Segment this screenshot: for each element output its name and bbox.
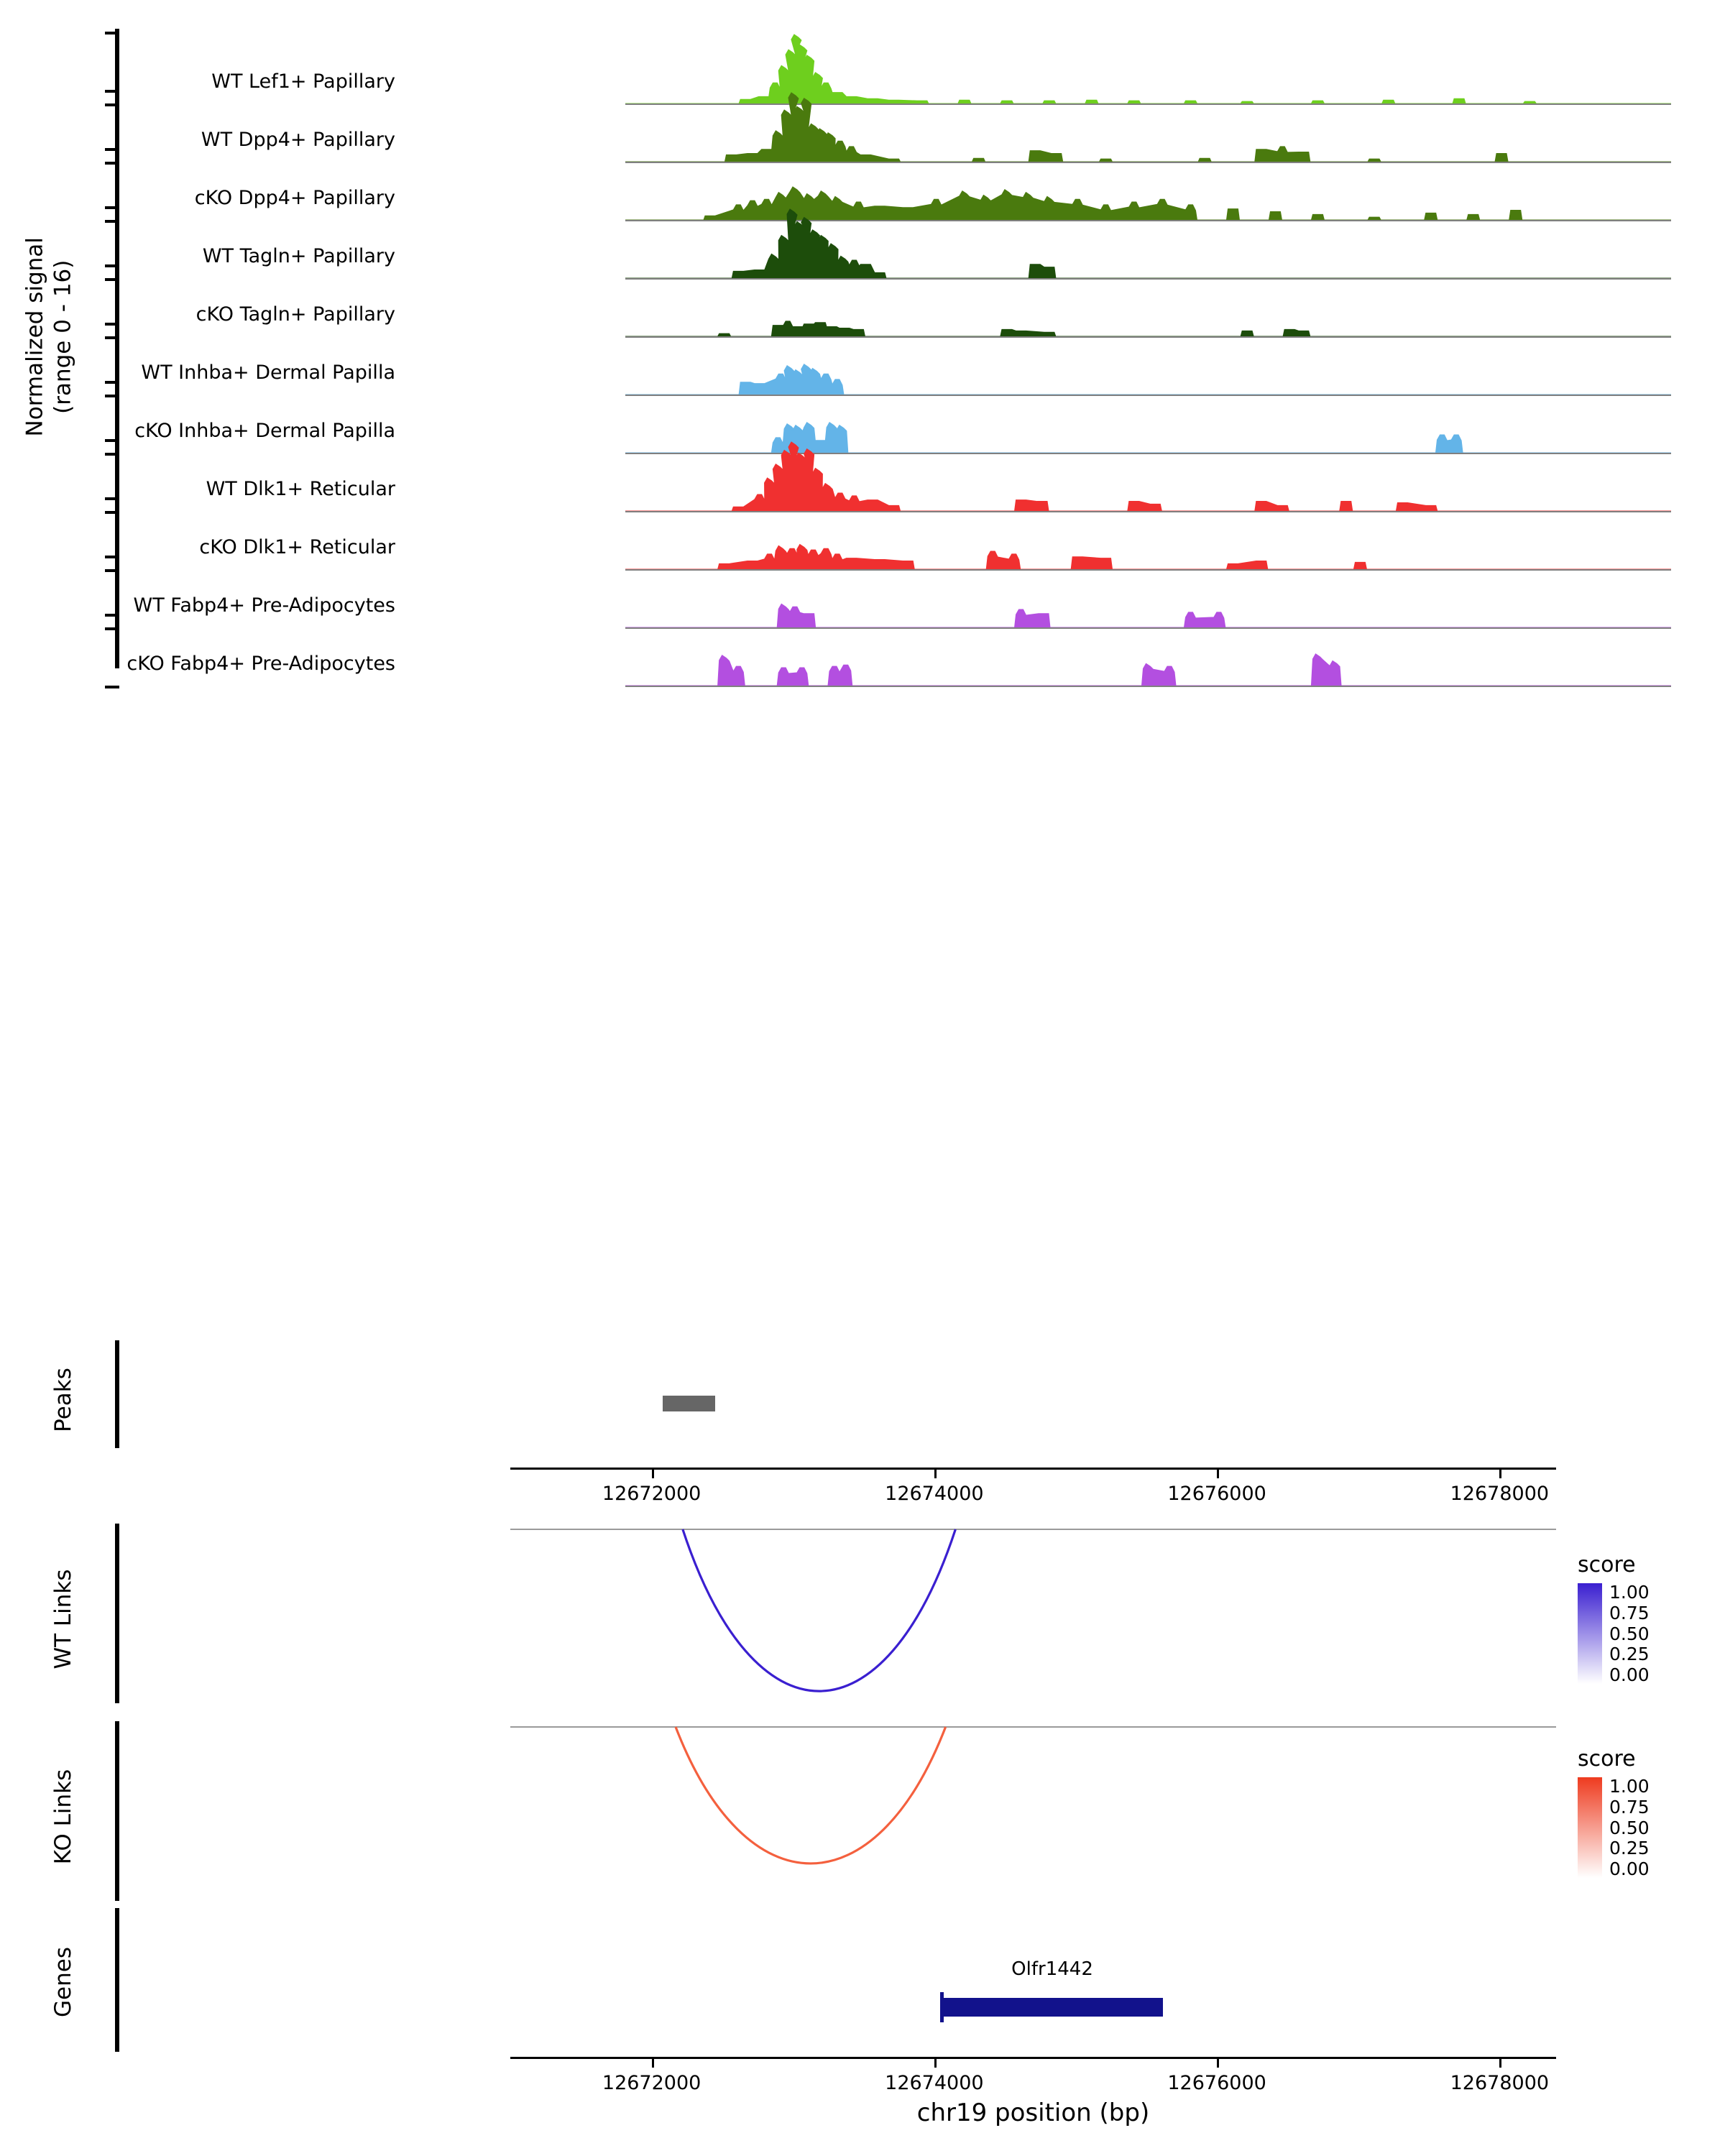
ko-legend-colorbar [1578,1777,1602,1878]
coverage-track-label: WT Dpp4+ Papillary [201,129,395,151]
coverage-track-label: cKO Inhba+ Dermal Papilla [134,420,395,442]
ko-legend-title: score [1578,1746,1636,1772]
wt-legend-tick-1: 0.75 [1609,1602,1650,1623]
x-axis-tick [652,1470,654,1478]
y-axis-tick [105,686,119,688]
x-axis-tick [1499,1470,1501,1478]
ko-links-arcs [510,1721,1556,1901]
x-axis-tick [1217,2059,1219,2068]
x-axis-tick-label: 12676000 [1167,1483,1266,1505]
ko-legend-tick-1: 0.75 [1609,1796,1650,1818]
link-arc [676,1727,946,1864]
peaks-axis-line [115,1340,119,1448]
x-axis-tick-label: 12676000 [1167,2072,1266,2094]
x-axis-tick [652,2059,654,2068]
coverage-track-label: WT Fabp4+ Pre-Adipocytes [133,594,395,617]
y-axis-tick [105,162,119,165]
coverage-track-label: cKO Dpp4+ Papillary [194,187,395,209]
y-axis-tick [105,336,119,339]
wt-legend-tick-3: 0.25 [1609,1644,1650,1665]
coverage-track-label: cKO Tagln+ Papillary [196,303,395,326]
wt-links-axis-line [115,1524,119,1703]
y-axis-tick [105,395,119,397]
x-axis-top [510,1468,1556,1470]
ko-legend-tick-0: 1.00 [1609,1776,1650,1797]
peaks-section-title: Peaks [50,1368,76,1432]
wt-legend-colorbar [1578,1583,1602,1684]
y-axis-title [21,136,77,538]
y-axis-title-line1: Normalized signal [22,237,48,437]
x-axis-tick-label: 12674000 [885,1483,984,1505]
x-axis-tick-label: 12674000 [885,2072,984,2094]
y-axis-tick [105,103,119,106]
ko-legend-tick-4: 0.00 [1609,1858,1650,1879]
ko-legend-tick-3: 0.25 [1609,1838,1650,1859]
y-axis-tick [105,148,119,151]
gene-body-rect [942,1998,1164,2017]
link-arc [683,1529,955,1691]
gene-tss-mark [940,1992,944,2022]
y-axis-tick [105,614,119,617]
x-axis-bottom [510,2057,1556,2059]
y-axis-tick [105,264,119,267]
y-axis-tick [105,381,119,384]
y-axis-tick [105,323,119,326]
y-axis-tick [105,278,119,281]
coverage-signal [625,612,1671,687]
ko-links-axis-line [115,1721,119,1901]
y-axis-tick [105,32,119,34]
y-axis-tick [105,569,119,572]
wt-legend-title: score [1578,1552,1636,1577]
genes-section-title: Genes [50,1947,76,2017]
y-axis-tick [105,453,119,456]
wt-legend-tick-2: 0.50 [1609,1623,1650,1644]
y-axis-tick [105,439,119,442]
y-axis-tick [105,90,119,93]
peak-region-block [663,1396,715,1411]
x-axis-tick [934,2059,937,2068]
coverage-track-label: WT Dlk1+ Reticular [206,478,395,500]
coverage-track-label: cKO Fabp4+ Pre-Adipocytes [126,653,395,675]
y-axis-tick [105,497,119,500]
ko-links-section-title: KO Links [50,1769,76,1865]
genes-axis-line [115,1908,119,2052]
y-axis-tick [105,511,119,514]
coverage-track-label: WT Lef1+ Papillary [211,70,395,93]
y-axis-tick [105,220,119,223]
coverage-track-label: cKO Dlk1+ Reticular [199,536,395,558]
coverage-track-label: WT Tagln+ Papillary [202,245,395,267]
y-axis-title-line2: (range 0 - 16) [50,259,75,414]
wt-links-legend [1578,1552,1725,1684]
wt-links-section-title: WT Links [50,1569,76,1669]
coverage-track-label: WT Inhba+ Dermal Papilla [141,361,395,384]
x-axis-tick-label: 12672000 [602,2072,702,2094]
x-axis-tick [934,1470,937,1478]
y-axis-tick [105,627,119,630]
coverage-track-plot [625,612,1671,687]
x-axis-tick [1499,2059,1501,2068]
x-axis-tick-label: 12678000 [1450,1483,1550,1505]
x-axis-tick-label: 12672000 [602,1483,702,1505]
x-axis-tick [1217,1470,1219,1478]
y-axis-tick [105,206,119,209]
y-axis-tick [105,556,119,558]
gene-label: Olfr1442 [1011,1958,1093,1980]
ko-legend-tick-2: 0.50 [1609,1817,1650,1838]
x-axis-tick-label: 12678000 [1450,2072,1550,2094]
wt-legend-ticks [1609,1583,1650,1684]
coverage-baseline [625,686,1671,687]
wt-links-arcs [510,1524,1556,1703]
ko-legend-ticks [1609,1777,1650,1878]
wt-legend-tick-0: 1.00 [1609,1582,1650,1603]
ko-links-legend [1578,1746,1725,1878]
coverage-track [115,612,1624,687]
x-axis-title: chr19 position (bp) [916,2099,1150,2127]
wt-legend-tick-4: 0.00 [1609,1664,1650,1685]
